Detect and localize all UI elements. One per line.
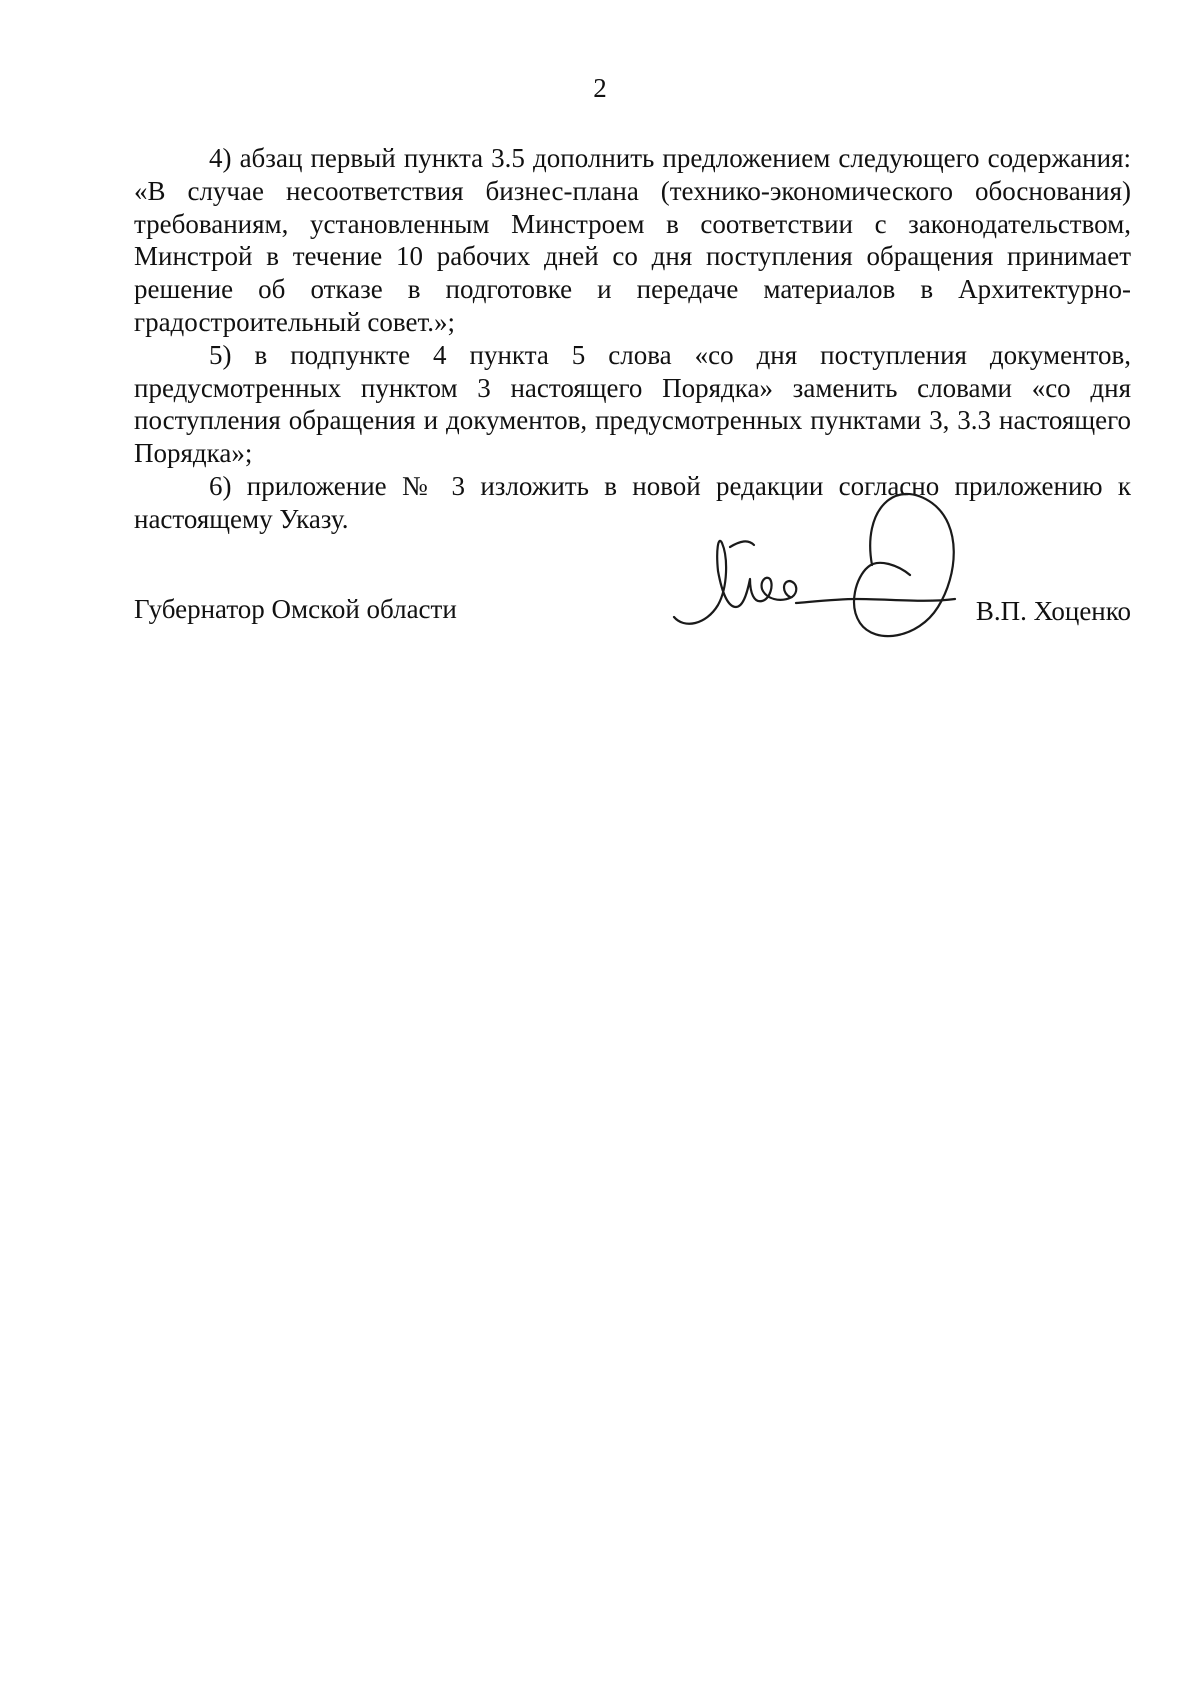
document-body: [134, 142, 1131, 536]
signer-name: В.П. Хоценко: [975, 596, 1131, 626]
handwritten-signature: [670, 495, 1000, 685]
paragraph-item-4: 4) абзац первый пункта 3.5 дополнить предложением следующего содержания: «В случае несоответствия бизнес-плана (технико-экономического обоснования) требованиям, установленным Минстроем в соответствии с законодательством, Минстрой в течение 10 рабочих дней со дня поступления обращения принимает решение об отказе в подготовке и передаче материалов в Архитектурно-градостроительный совет.»;: [134, 143, 1131, 337]
paragraph-item-6: 6) приложение № 3 изложить в новой редакции согласно приложению к настоящему Указу.: [134, 470, 1131, 534]
signature-block: [134, 593, 1131, 633]
page-number: 2: [593, 73, 607, 103]
paragraph-item-5: 5) в подпункте 4 пункта 5 слова «со дня поступления документов, предусмотренных пунктом 3 настоящего Порядка» заменить словами «со дня поступления обращения и документов, предусмотренных пунктами 3, 3.3 настоящего Порядка»;: [134, 339, 1131, 469]
signer-position-title: Губернатор Омской области: [134, 594, 457, 624]
